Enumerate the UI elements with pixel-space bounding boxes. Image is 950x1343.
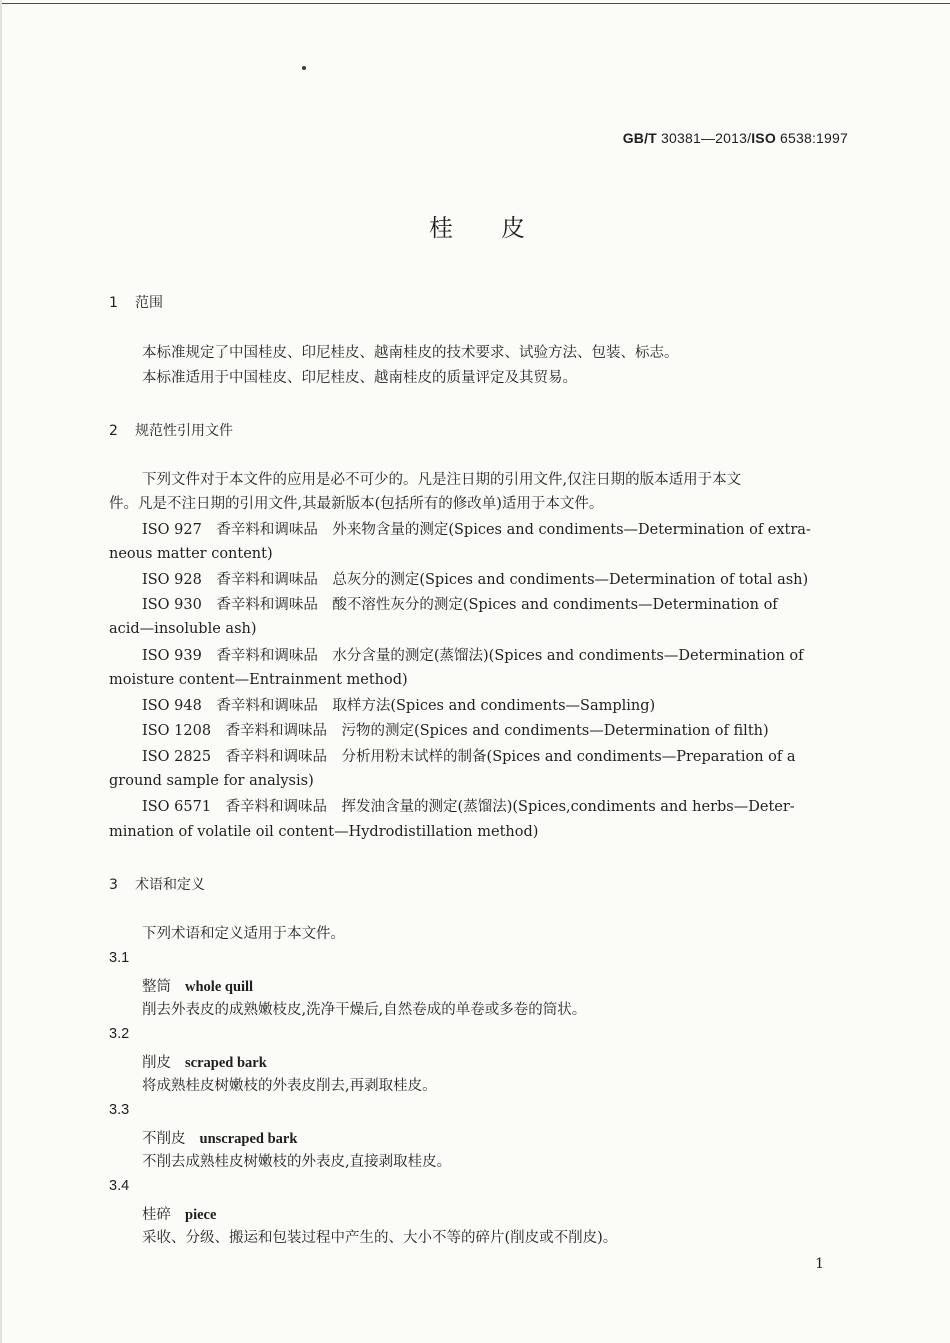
term-number: 3.3 (109, 1102, 130, 1118)
reference-entry: ISO 2825 香辛料和调味品 分析用粉末试样的制备(Spices and condiments—Preparation of a (142, 749, 796, 765)
term-number: 3.2 (109, 1026, 130, 1042)
paragraph: 下列文件对于本文件的应用是必不可少的。凡是注日期的引用文件,仅注日期的版本适用于本文 (142, 472, 742, 488)
reference-entry: ISO 1208 香辛料和调味品 污物的测定(Spices and condiments—Determination of filth) (142, 723, 769, 739)
paragraph: 下列术语和定义适用于本文件。 (142, 926, 345, 942)
term-number: 3.1 (109, 950, 130, 966)
term-number: 3.4 (109, 1178, 130, 1194)
reference-entry-cont: moisture content—Entrainment method) (109, 672, 408, 688)
reference-entry-cont: ground sample for analysis) (109, 773, 314, 789)
reference-entry: ISO 948 香辛料和调味品 取样方法(Spices and condiments—Sampling) (142, 698, 656, 714)
paragraph: 本标准适用于中国桂皮、印尼桂皮、越南桂皮的质量评定及其贸易。 (142, 370, 577, 386)
reference-entry-cont: acid—insoluble ash) (109, 621, 257, 637)
section-2-heading: 2 规范性引用文件 (109, 423, 233, 439)
term-heading: 桂碎 piece (142, 1207, 217, 1223)
standard-number: GB/T 30381—2013/ISO 6538:1997 (622, 130, 848, 146)
section-1-heading: 1 范围 (109, 295, 163, 311)
term-definition: 不削去成熟桂皮树嫩枝的外表皮,直接剥取桂皮。 (142, 1154, 452, 1170)
term-definition: 采收、分级、搬运和包装过程中产生的、大小不等的碎片(削皮或不削皮)。 (142, 1230, 618, 1246)
term-definition: 削去外表皮的成熟嫩枝皮,洗净干燥后,自然卷成的单卷或多卷的筒状。 (142, 1002, 587, 1018)
reference-entry: ISO 6571 香辛料和调味品 挥发油含量的测定(蒸馏法)(Spices,condiments and herbs—Deter- (142, 799, 795, 815)
top-rule (2, 3, 950, 4)
reference-entry: ISO 927 香辛料和调味品 外来物含量的测定(Spices and condiments—Determination of extra- (142, 522, 811, 538)
paragraph: 件。凡是不注日期的引用文件,其最新版本(包括所有的修改单)适用于本文件。 (109, 496, 604, 512)
term-heading: 整筒 whole quill (142, 979, 254, 995)
term-heading: 不削皮 unscraped bark (142, 1131, 298, 1147)
term-definition: 将成熟桂皮树嫩枝的外表皮削去,再剥取桂皮。 (142, 1078, 437, 1094)
reference-entry-cont: neous matter content) (109, 546, 273, 562)
paragraph: 本标准规定了中国桂皮、印尼桂皮、越南桂皮的技术要求、试验方法、包装、标志。 (142, 345, 679, 361)
term-heading: 削皮 scraped bark (142, 1055, 267, 1071)
page-number: 1 (815, 1256, 824, 1272)
document-title: 桂皮 (429, 214, 573, 242)
reference-entry: ISO 939 香辛料和调味品 水分含量的测定(蒸馏法)(Spices and condiments—Determination of (142, 648, 804, 664)
reference-entry: ISO 930 香辛料和调味品 酸不溶性灰分的测定(Spices and condiments—Determination of (142, 597, 778, 613)
reference-entry: ISO 928 香辛料和调味品 总灰分的测定(Spices and condiments—Determination of total ash) (142, 572, 809, 588)
reference-entry-cont: mination of volatile oil content—Hydrodistillation method) (109, 824, 539, 840)
scan-speck (302, 66, 306, 70)
section-3-heading: 3 术语和定义 (109, 877, 205, 893)
